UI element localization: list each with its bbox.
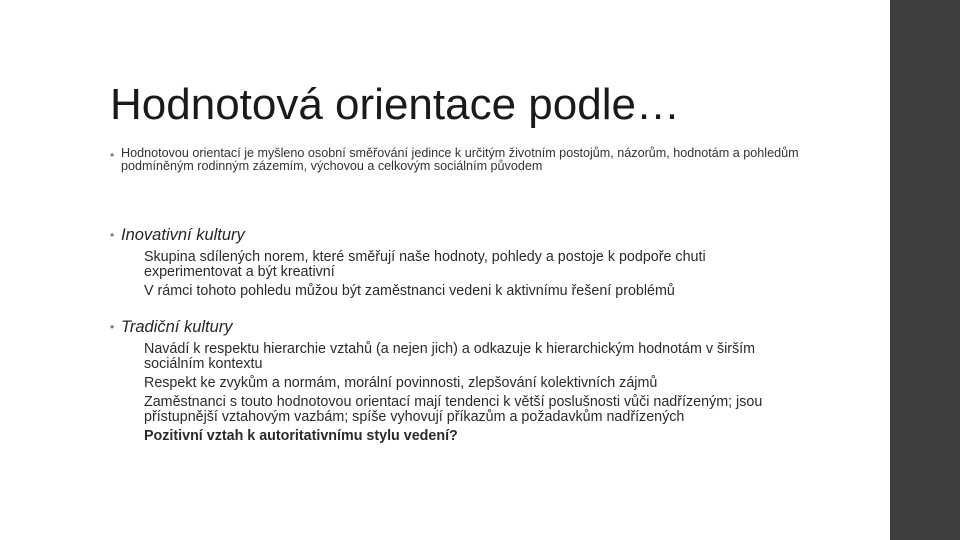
arrow-bullet-icon	[128, 376, 144, 391]
arrow-bullet-icon	[128, 284, 144, 299]
list-item-text: Respekt ke zvykům a normám, morální povinnosti, zlepšování kolektivních zájmů	[144, 375, 658, 391]
list-item-text: Navádí k respektu hierarchie vztahů (a nejen jich) a odkazuje k hierarchickým hodnotám v širším sociálním kontextu	[144, 341, 756, 372]
arrow-bullet-icon	[128, 395, 144, 425]
list-item	[128, 250, 788, 280]
intro-bullet	[110, 147, 810, 173]
list-item-text: V rámci tohoto pohledu můžou být zaměstnanci vedeni k aktivnímu řešení problémů	[144, 283, 675, 299]
intro-text: Hodnotovou orientací je myšleno osobní směřování jedince k určitým životním postojům, názorům, hodnotám a pohledům podmíněným rodinným zázemím, výchovou a celkovým sociálním původem	[121, 146, 799, 173]
list-item	[128, 284, 788, 299]
section-heading-text: Tradiční kultury	[121, 318, 233, 336]
arrow-bullet-icon	[128, 250, 144, 280]
bullet-icon: •	[110, 148, 115, 162]
section-heading-innovative	[110, 226, 810, 245]
traditional-list	[128, 342, 788, 448]
list-item	[128, 342, 788, 372]
list-item	[128, 376, 788, 391]
list-item	[128, 395, 788, 425]
section-heading-text: Inovativní kultury	[121, 226, 245, 244]
right-accent-bar	[890, 0, 960, 540]
innovative-list	[128, 250, 788, 303]
slide-title: Hodnotová orientace podle…	[110, 80, 680, 129]
list-item-text: Skupina sdílených norem, které směřují naše hodnoty, pohledy a postoje k podpoře chuti experimentovat a být kreativní	[144, 249, 706, 280]
arrow-bullet-icon	[128, 342, 144, 372]
list-item-text: Zaměstnanci s touto hodnotovou orientací mají tendenci k větší poslušnosti vůči nadřízeným; jsou přístupnější vztahovým vazbám; spíše vyhovují příkazům a požadavkům nadřízených	[144, 394, 763, 425]
arrow-bullet-icon	[128, 429, 144, 444]
list-item-text: Pozitivní vztah k autoritativnímu stylu vedení?	[144, 428, 458, 444]
bullet-icon: •	[110, 228, 115, 242]
section-heading-traditional	[110, 318, 810, 337]
list-item	[128, 429, 788, 444]
bullet-icon: •	[110, 320, 115, 334]
